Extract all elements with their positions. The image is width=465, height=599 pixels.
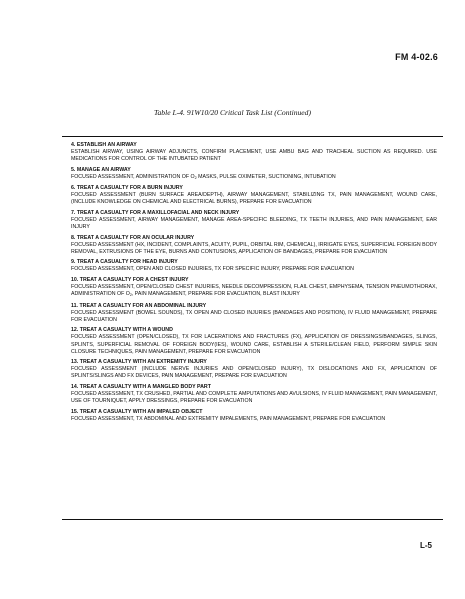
task-description: FOCUSED ASSESSMENT (BURN SURFACE AREA/DEPTH), AIRWAY MANAGEMENT, STABILIZING TX, PAIN MANAGEMENT, WOUND CARE, (INCLUDE KNOWLEDGE ON CHEMICAL AND ELECTRICAL BURNS), PREPARE FOR EVACUATION bbox=[71, 192, 437, 206]
task-heading: 14. TREAT A CASUALTY WITH A MANGLED BODY PART bbox=[71, 383, 211, 390]
task-heading: 5. MANAGE AN AIRWAY bbox=[71, 166, 131, 173]
task-heading: 15. TREAT A CASUALTY WITH AN IMPALED OBJECT bbox=[71, 408, 203, 415]
task-item bbox=[71, 303, 437, 324]
document-id-header: FM 4-02.6 bbox=[395, 52, 438, 62]
task-item bbox=[71, 259, 437, 273]
task-description: FOCUSED ASSESSMENT, AIRWAY MANAGEMENT, MANAGE AREA-SPECIFIC BLEEDING, TX TEETH INJURIES, AND PAIN MANAGEMENT, EAR INJURY bbox=[71, 217, 437, 231]
task-description: FOCUSED ASSESSMENT, TX CRUSHED, PARTIAL AND COMPLETE AMPUTATIONS AND AVULSIONS, IV FLUID MANAGEMENT, PAIN MANAGEMENT, USE OF TOURNIQUET, APPLY DRESSINGS, PREPARE FOR EVACUATION bbox=[71, 390, 437, 404]
table-caption: Table L-4. 91W10/20 Critical Task List (Continued) bbox=[153, 108, 312, 117]
task-item bbox=[71, 384, 437, 405]
task-item bbox=[71, 210, 437, 231]
task-description bbox=[71, 174, 437, 182]
task-heading: 11. TREAT A CASUALTY FOR AN ABDOMINAL INJURY bbox=[71, 302, 207, 309]
task-heading: 6. TREAT A CASUALTY FOR A BURN INJURY bbox=[71, 185, 183, 192]
subscript: 2 bbox=[129, 293, 132, 298]
task-heading: 10. TREAT A CASUALTY FOR A CHEST INJURY bbox=[71, 277, 189, 284]
subscript: 2 bbox=[194, 175, 197, 180]
task-item bbox=[71, 167, 437, 182]
task-description-part: FOCUSED ASSESSMENT, ADMINISTRATION OF O bbox=[71, 173, 195, 180]
task-heading: 9. TREAT A CASUALTY FOR HEAD INJURY bbox=[71, 259, 178, 266]
task-item bbox=[71, 409, 437, 423]
task-item bbox=[71, 327, 437, 355]
task-heading: 4. ESTABLISH AN AIRWAY bbox=[71, 142, 137, 148]
table-top-rule bbox=[62, 136, 443, 137]
task-description: FOCUSED ASSESSMENT, TX ABDOMINAL AND EXTREMITY IMPALEMENTS, PAIN MANAGEMENT, PREPARE FOR EVACUATION bbox=[71, 415, 386, 422]
task-description: FOCUSED ASSESSMENT (INCLUDE NERVE INJURIES AND OPEN/CLOSED INJURY), TX DISLOCATIONS AND FX, APPLICATION OF SPLINTS/SLINGS AND FX DEVICES, PAIN MANAGEMENT, PREPARE FOR EVACUATION bbox=[71, 366, 437, 380]
critical-task-list bbox=[71, 142, 437, 426]
task-item bbox=[71, 277, 437, 299]
task-heading: 13. TREAT A CASUALTY WITH AN EXTREMITY INJURY bbox=[71, 359, 207, 366]
task-item bbox=[71, 142, 437, 163]
task-heading: 7. TREAT A CASUALTY FOR A MAXILLOFACIAL AND NECK INJURY bbox=[71, 210, 240, 217]
task-description-part: MASKS, PULSE OXIMETER, SUCTIONING, INTUBATION bbox=[196, 173, 336, 180]
task-description: FOCUSED ASSESSMENT (OPEN/CLOSED), TX FOR LACERATIONS AND FRACTURES (FX), APPLICATION OF DRESSINGS/BANDAGES, SLINGS, SPLINTS, SUPERFICIAL REMOVAL OF FOREIGN BODY(IES), WOUND CARE, ESTABLISH A STERILE/CLEAN FIELD, PERFORM SIMPLE SKIN CLOSURE TECHNIQUES, PAIN MANAGEMENT, PREPARE FOR EVACUATION bbox=[71, 334, 437, 355]
task-description: ESTABLISH AIRWAY, USING AIRWAY ADJUNCTS, CONFIRM PLACEMENT, USE AMBU BAG AND TRACHEAL SUCTION AS REQUIRED. USE MEDICATIONS FOR CONTROL OF THE INTUBATED PATIENT bbox=[71, 149, 437, 163]
page-number: L-5 bbox=[420, 541, 432, 550]
task-description: FOCUSED ASSESSMENT (BOWEL SOUNDS), TX OPEN AND CLOSED INJURIES (BANDAGES AND POSITION), IV FLUID MANAGEMENT, PREPARE FOR EVACUATION bbox=[71, 309, 437, 323]
task-description: FOCUSED ASSESSMENT (HX, INCIDENT, COMPLAINTS, ACUITY, PUPIL, ORBITAL RIM, CHEMICAL), IRRIGATE EYES, SUPERFICIAL FOREIGN BODY REMOVAL, EXTRUSIONS OF THE EYE, BURNS AND CONTUSIONS, APPLICATION OF BANDAGES, PREPARE FOR EVACUATION bbox=[71, 241, 437, 255]
task-item bbox=[71, 185, 437, 206]
task-item bbox=[71, 359, 437, 380]
task-description bbox=[71, 284, 437, 299]
task-heading: 12. TREAT A CASUALTY WITH A WOUND bbox=[71, 327, 173, 334]
task-description: FOCUSED ASSESSMENT, OPEN AND CLOSED INJURIES, TX FOR SPECIFIC INJURY, PREPARE FOR EVACUATION bbox=[71, 266, 354, 273]
task-description-part: , PAIN MANAGEMENT, PREPARE FOR EVACUATION, BLAST INJURY bbox=[131, 291, 300, 298]
task-heading: 8. TREAT A CASUALTY FOR AN OCULAR INJURY bbox=[71, 234, 195, 241]
task-item bbox=[71, 235, 437, 256]
table-bottom-rule bbox=[62, 519, 443, 520]
task-description-part: FOCUSED ASSESSMENT, OPEN/CLOSED CHEST INJURIES, NEEDLE DECOMPRESSION, FLAIL CHEST, EMPHYSEMA, TENSION PNEUMOTHORAX, ADMINISTRATION OF O bbox=[71, 284, 437, 298]
